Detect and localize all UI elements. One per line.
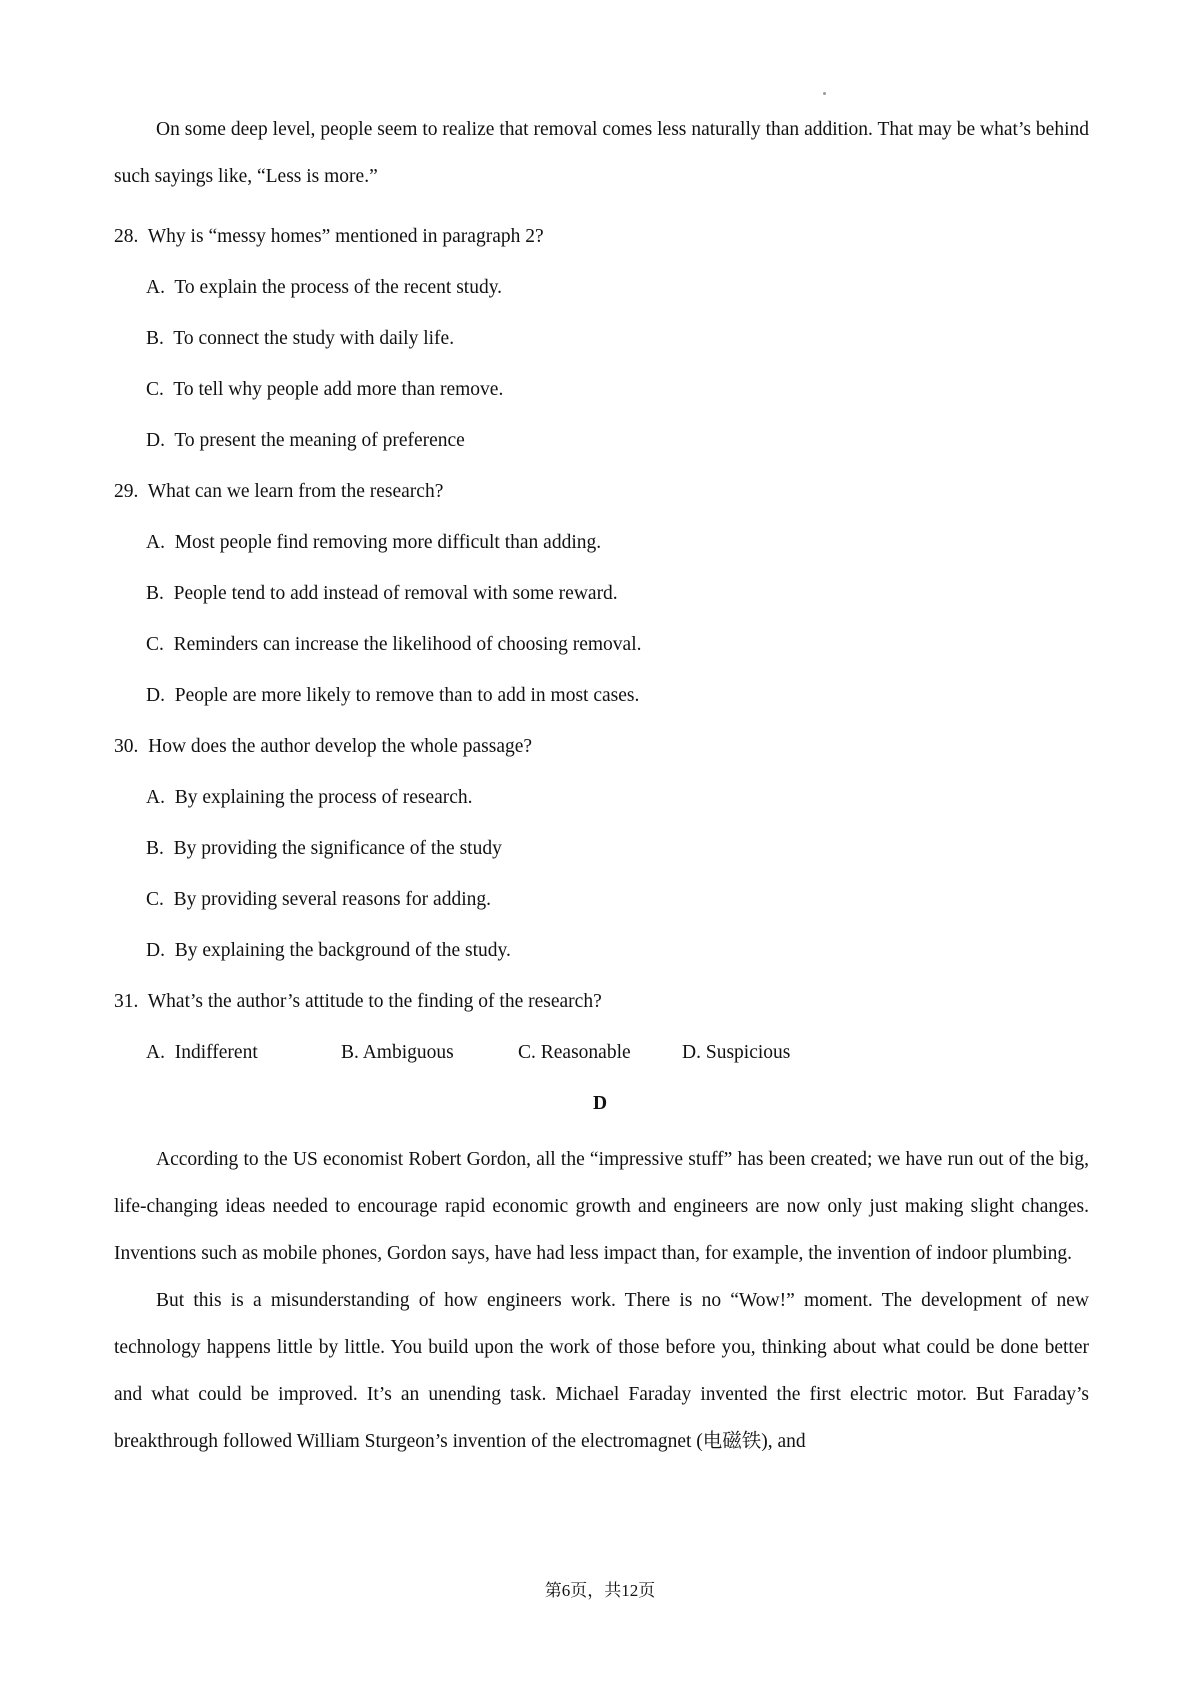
option-31-c <box>518 1038 631 1068</box>
option-28-c <box>146 375 503 405</box>
option-letter: D. <box>146 685 165 706</box>
option-30-c <box>146 885 491 915</box>
question-number: 29. <box>114 481 139 502</box>
paragraph: On some deep level, people seem to realize that removal comes less naturally than addition. That may be what’s behind such sayings like, “Less is more.” <box>114 119 1089 187</box>
option-text: To present the meaning of preference <box>174 430 465 451</box>
option-text: To connect the study with daily life. <box>173 328 455 349</box>
option-text: Indifferent <box>174 1042 258 1063</box>
option-30-a <box>146 783 473 813</box>
option-31-d <box>682 1038 790 1068</box>
option-letter: A. <box>146 532 165 553</box>
option-letter: D. <box>146 430 165 451</box>
scan-dot <box>823 92 826 95</box>
option-letter: A. <box>146 1042 165 1063</box>
option-text: By providing several reasons for adding. <box>173 889 491 910</box>
option-29-d <box>146 681 639 711</box>
option-letter: A. <box>146 277 165 298</box>
option-29-c <box>146 630 642 660</box>
option-text: By explaining the background of the study. <box>174 940 511 961</box>
option-text: Reasonable <box>540 1042 631 1063</box>
option-text: Ambiguous <box>362 1042 454 1063</box>
option-letter: C. <box>146 889 164 910</box>
option-31-b <box>341 1038 454 1068</box>
option-28-a <box>146 273 502 303</box>
option-28-d <box>146 426 465 456</box>
section-d-paragraph-2: But this is a misunderstanding of how engineers work. There is no “Wow!” moment. The development of new technology happens little by little. You build upon the work of those before you, thinking about what could be done better and what could be improved. It’s an unending task. Michael Faraday invented the first electric motor. But Faraday’s breakthrough followed William Sturgeon’s invention of the electromagnet (电磁铁), and <box>114 1290 1089 1452</box>
option-letter: B. <box>341 1042 359 1063</box>
option-28-b <box>146 324 454 354</box>
option-text: To explain the process of the recent study. <box>174 277 503 298</box>
option-29-b <box>146 579 618 609</box>
section-d-paragraphs <box>114 1136 1089 1465</box>
option-text: Suspicious <box>705 1042 791 1063</box>
passage-c-closing-paragraph <box>114 106 1089 200</box>
option-29-a <box>146 528 601 558</box>
option-text: Reminders can increase the likelihood of choosing removal. <box>173 634 642 655</box>
option-text: People tend to add instead of removal with some reward. <box>173 583 618 604</box>
option-letter: A. <box>146 787 165 808</box>
question-text: What’s the author’s attitude to the finding of the research? <box>147 991 602 1012</box>
option-letter: C. <box>518 1042 536 1063</box>
question-number: 28. <box>114 226 139 247</box>
option-30-b <box>146 834 502 864</box>
option-letter: D. <box>682 1042 701 1063</box>
page-footer: 第6页，共12页 <box>544 1581 656 1600</box>
option-letter: C. <box>146 634 164 655</box>
option-text: Most people find removing more difficult than adding. <box>174 532 602 553</box>
question-30 <box>114 732 532 762</box>
option-letter: B. <box>146 328 164 349</box>
question-28 <box>114 222 544 252</box>
option-letter: B. <box>146 838 164 859</box>
question-text: How does the author develop the whole passage? <box>148 736 533 757</box>
option-letter: B. <box>146 583 164 604</box>
option-letter: D. <box>146 940 165 961</box>
option-text: To tell why people add more than remove. <box>173 379 504 400</box>
section-d-paragraph-1: According to the US economist Robert Gordon, all the “impressive stuff” has been created; we have run out of the big, life-changing ideas needed to encourage rapid economic growth and engineers are now only just making slight changes. Inventions such as mobile phones, Gordon says, have had less impact than, for example, the invention of indoor plumbing. <box>114 1149 1089 1264</box>
question-text: What can we learn from the research? <box>147 481 444 502</box>
option-30-d <box>146 936 511 966</box>
option-text: People are more likely to remove than to add in most cases. <box>174 685 640 706</box>
option-31-a <box>146 1038 258 1068</box>
question-number: 30. <box>114 736 139 757</box>
question-29 <box>114 477 443 507</box>
option-letter: C. <box>146 379 164 400</box>
question-number: 31. <box>114 991 139 1012</box>
option-text: By explaining the process of research. <box>174 787 473 808</box>
option-text: By providing the significance of the study <box>173 838 502 859</box>
question-text: Why is “messy homes” mentioned in paragraph 2? <box>147 226 544 247</box>
question-31 <box>114 987 602 1017</box>
section-d-title: D <box>592 1093 608 1114</box>
